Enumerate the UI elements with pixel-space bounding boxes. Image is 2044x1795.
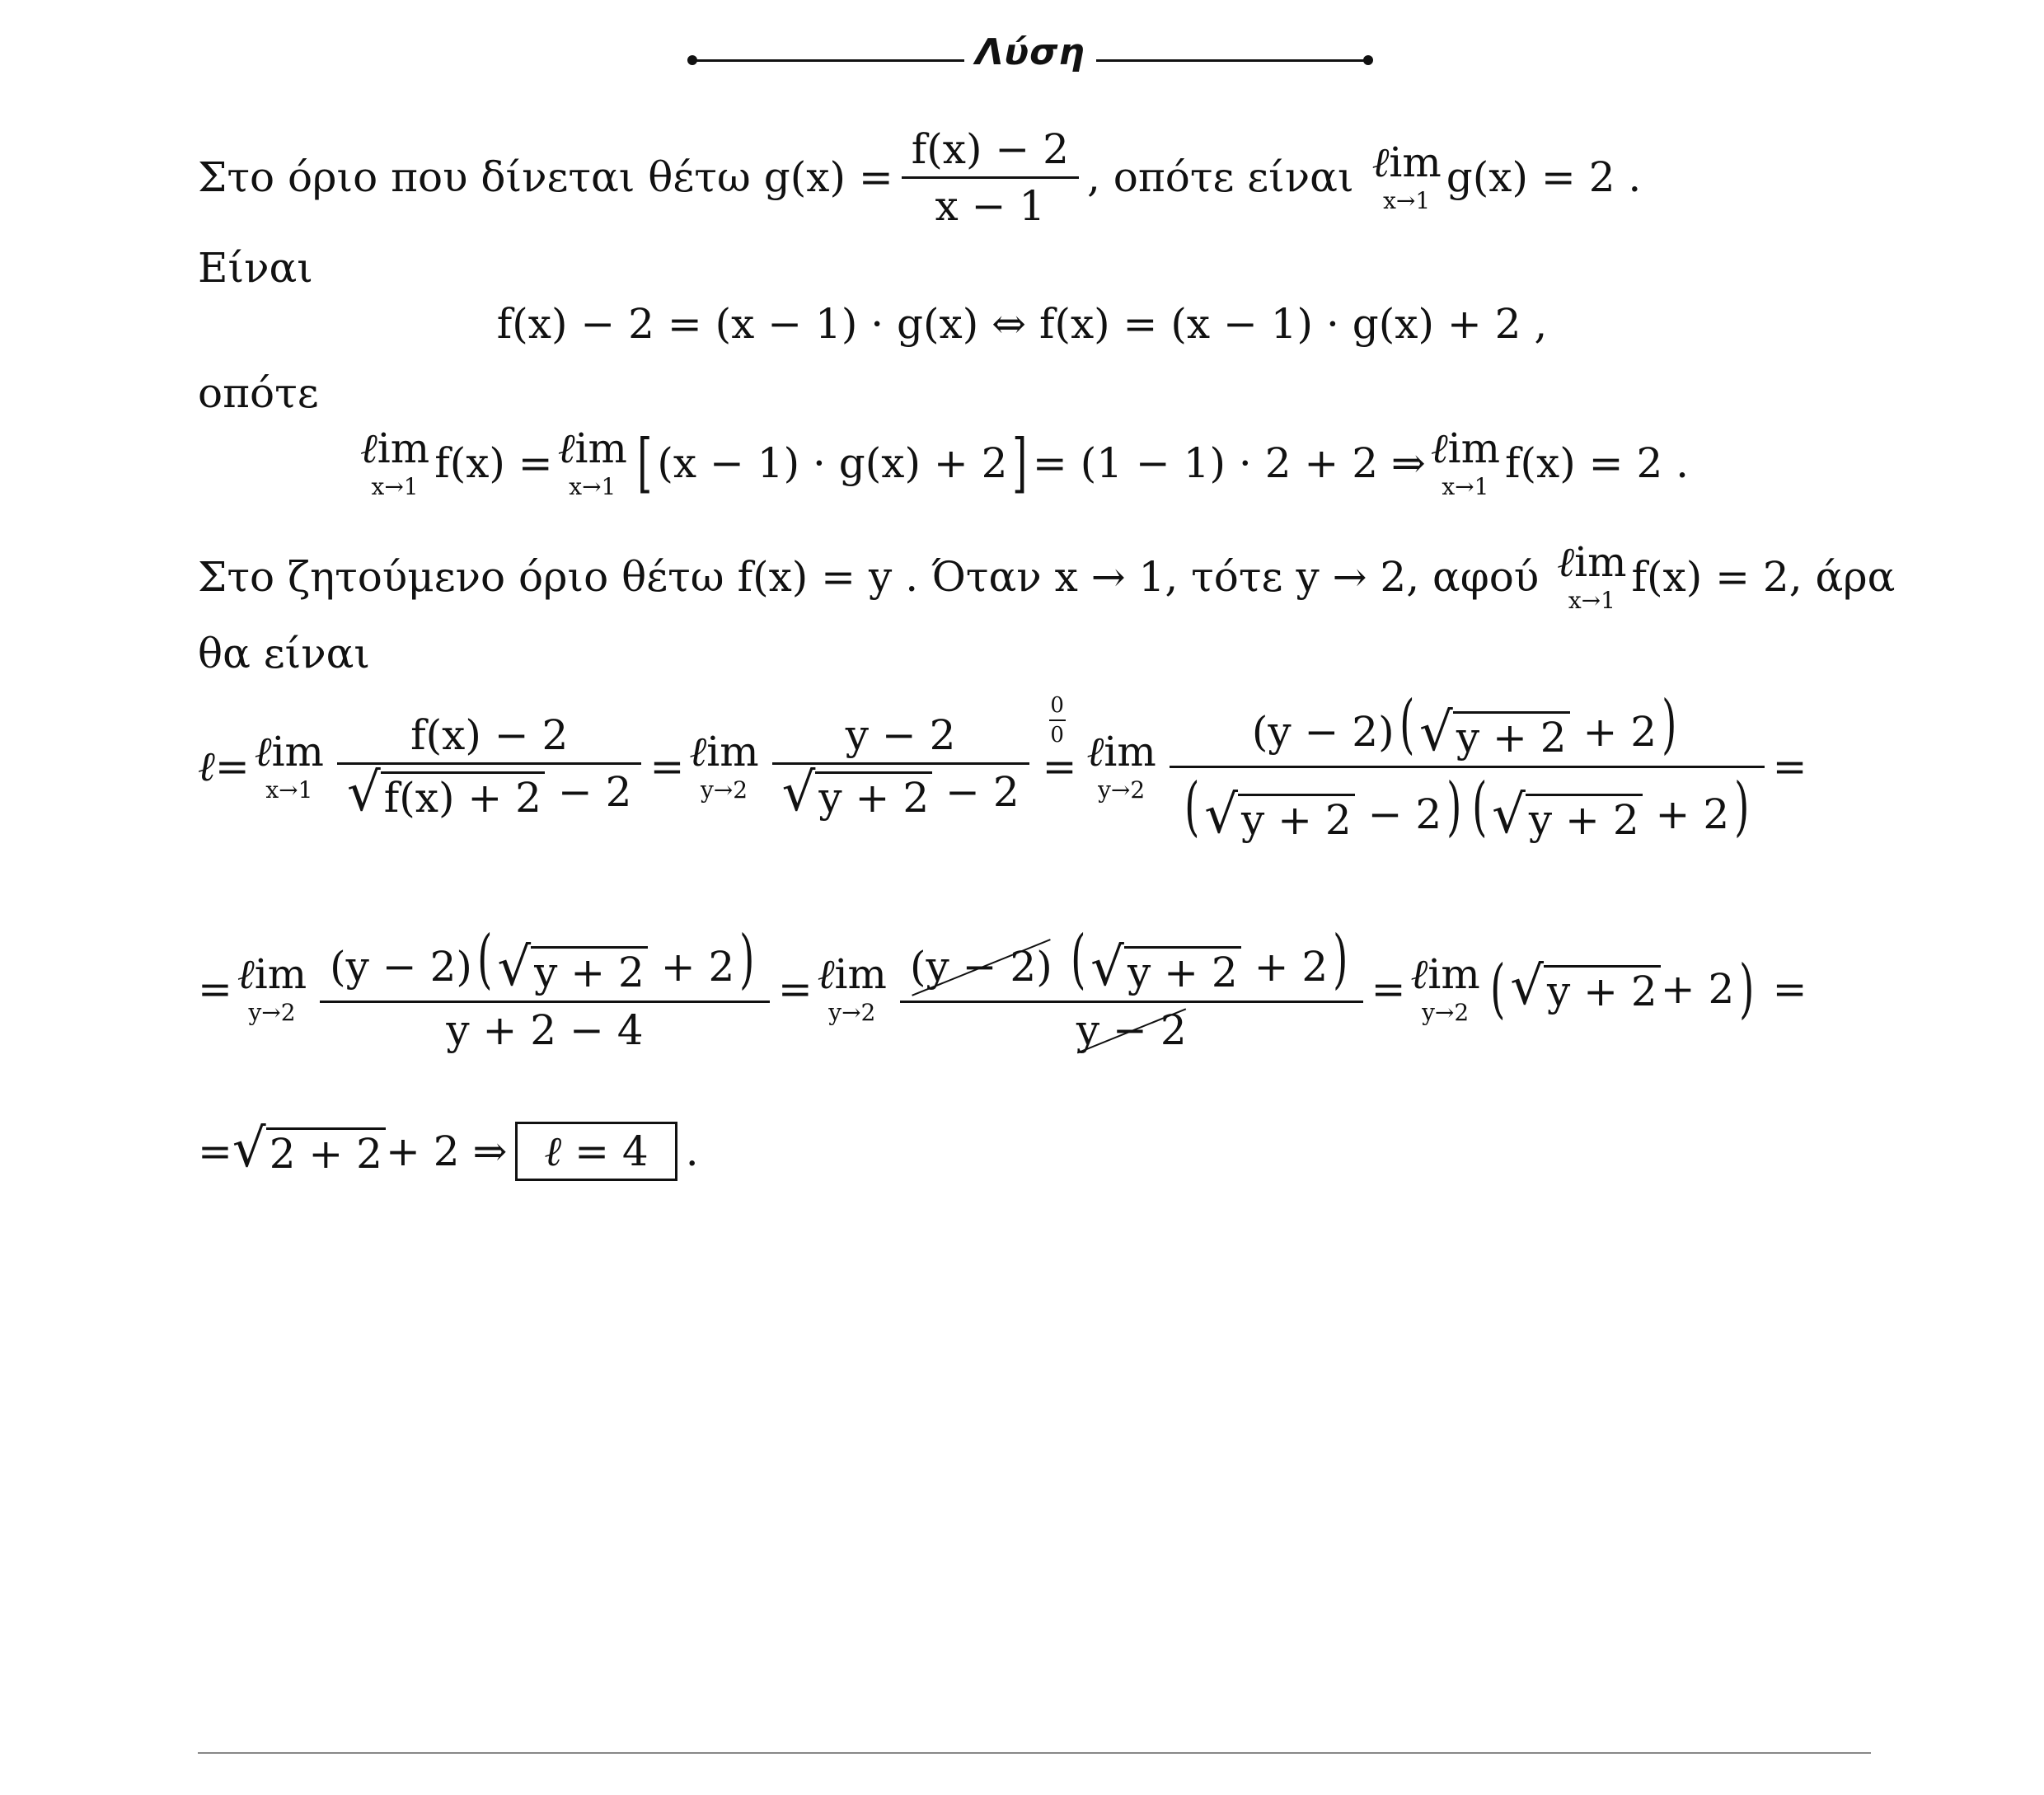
limit: ℓim x→1 [254,728,324,804]
limit-sub: x→1 [265,776,313,804]
math: x → 1 [1054,553,1165,601]
math: − 2 [1354,790,1442,838]
math: − 2 [932,767,1020,816]
math: f(x) − 2 = (x − 1) · g(x) ⇔ f(x) = (x − 1) · g(x) + 2 , [496,300,1548,348]
fraction-cancelled [900,922,1363,1054]
math-row-3: = √ 2 + 2 + 2 ⇒ ℓ = 4 . [198,1118,699,1180]
radicand: y + 2 [1544,965,1661,1013]
text: οπότε [198,369,319,417]
text: , αφού [1406,553,1540,601]
numerator: y − 2 [845,710,956,759]
math: (x − 1) · g(x) + 2 [657,439,1008,487]
math-row-1: ℓ = ℓim x→1 f(x) − 2 √ f(x) + 2 − 2 = ℓim y→2 y − 2 √ y + 2 − 2 0 0 = ℓim y→2 (y − 2)( √ y + 2 + 2) ( √ y + 2 − 2) ( √ y + 2 + 2) = [198,687,1807,846]
line-text [198,630,371,677]
math: + 2 [1569,707,1657,756]
zero-num: 0 [1050,693,1064,718]
radicand: y + 2 [1124,946,1241,994]
radicand: y + 2 [531,946,648,994]
math: − 2 [544,767,632,816]
limit: ℓim x→1 [359,424,430,500]
math: + 2 ⇒ [386,1127,508,1175]
final-answer: = 4 [574,1127,649,1175]
zero-over-zero [1049,695,1066,746]
final-answer-box: ℓ = 4 [515,1122,677,1181]
math: + 2 [1660,965,1735,1013]
title-rule-left [692,59,964,62]
numerator: (y − 2) ( √ y + 2 + 2) [909,922,1348,999]
limit: ℓim x→1 [557,424,627,500]
denominator [1067,1003,1197,1054]
math: = (1 − 1) · 2 + 2 ⇒ [1032,439,1426,487]
fraction [1170,687,1765,846]
radicand: y + 2 [815,771,932,819]
zero-den: 0 [1050,723,1064,748]
math: y − 2 [1076,1005,1187,1054]
math: y → 2 [1296,553,1407,601]
math: f(x) = 2 . [1505,439,1690,487]
line-equation-f [0,300,2044,348]
limit: ℓim x→1 [1430,424,1501,500]
denominator: √ y + 2 − 2 [781,762,1020,823]
math: + 2 [1240,943,1329,991]
denominator: ( √ y + 2 − 2) ( √ y + 2 + 2) [1184,769,1750,846]
solution-title: Λύση [975,31,1085,73]
text: , τότε [1165,553,1283,601]
rule-dot [687,55,697,65]
limit-sub: y→2 [1422,999,1470,1026]
limit-sub: x→1 [1442,473,1489,500]
math: f(x) = [434,439,553,487]
limit: ℓim x→1 [1557,538,1627,614]
math-row-2: = ℓim y→2 (y − 2)( √ y + 2 + 2) y + 2 − 4 = ℓim y→2 (y − 2) ( √ y + 2 + 2) y − 2 = ℓim y→2 ( √ y + 2 + 2 ) = [198,922,1807,1054]
cancelled-factor [909,943,1052,991]
rule-dot [1363,55,1373,65]
math: (y − 2) [330,943,472,991]
limit-sub: x→1 [1568,587,1615,614]
limit: ℓim y→2 [817,950,887,1026]
math: + 2 [1642,790,1730,838]
numerator: (y − 2)( √ y + 2 + 2) [330,922,755,999]
radicand: 2 + 2 [266,1127,386,1175]
limit: ℓim y→2 [689,728,759,804]
math: g(x) = [763,153,893,201]
math: = [198,1127,232,1175]
radicand: y + 2 [1238,794,1355,841]
math: (y − 2) [909,943,1052,991]
line-substitution-g [198,124,1641,231]
limit-sub: y→2 [828,999,876,1026]
indeterminate-equals: 0 0 = [1042,693,1077,790]
text: Στο όριο που δίνεται θέτω [198,153,751,201]
denominator: y + 2 − 4 [446,1005,644,1054]
text: , άρα [1788,553,1896,601]
denominator: √ f(x) + 2 − 2 [346,762,632,823]
text: Είναι [198,244,313,292]
limit-sub: y→2 [1098,776,1146,804]
line-text [198,369,319,417]
limit-sub: x→1 [569,473,616,500]
denominator: x − 1 [935,181,1046,230]
fraction [337,710,642,823]
cancelled-factor [1076,1005,1187,1054]
math: = [214,743,250,790]
text: . Όταν [905,553,1042,601]
math: + 2 [647,943,735,991]
limit-sub: y→2 [700,776,748,804]
line-text [198,244,313,292]
radicand: f(x) + 2 [381,771,545,819]
math: f(x) = y [737,553,893,601]
numerator: f(x) − 2 [410,710,569,759]
fraction [772,710,1029,823]
line-substitution-y [198,536,1895,618]
text: θα είναι [198,630,371,677]
radicand: y + 2 [1526,794,1643,841]
limit: ℓim x→1 [1371,138,1442,214]
math: g(x) = 2 . [1446,153,1642,201]
line-limit-f: ℓim x→1 f(x) = ℓim x→1 [ (x − 1) · g(x) + 2 ] = (1 − 1) · 2 + 2 ⇒ ℓim x→1 f(x) = 2 . [359,424,1690,500]
limit: ℓim y→2 [1410,950,1480,1026]
limit: ℓim y→2 [237,950,307,1026]
limit-sub: x→1 [1383,187,1431,214]
numerator: f(x) − 2 [911,124,1069,173]
fraction [320,922,770,1054]
fraction [902,124,1079,230]
title-rule-right [1096,59,1368,62]
math: (y − 2) [1251,707,1395,756]
text: Στο ζητούμενο όριο θέτω [198,553,724,601]
footer-rule [198,1752,1871,1754]
math: f(x) = 2 [1631,553,1789,601]
numerator: (y − 2)( √ y + 2 + 2) [1251,687,1677,763]
radicand: y + 2 [1453,711,1570,759]
solution-header [0,23,2044,97]
math: . [685,1127,699,1175]
text: , οπότε είναι [1086,153,1354,201]
limit-sub: x→1 [371,473,419,500]
limit: ℓim y→2 [1086,728,1156,804]
limit-sub: y→2 [248,999,296,1026]
